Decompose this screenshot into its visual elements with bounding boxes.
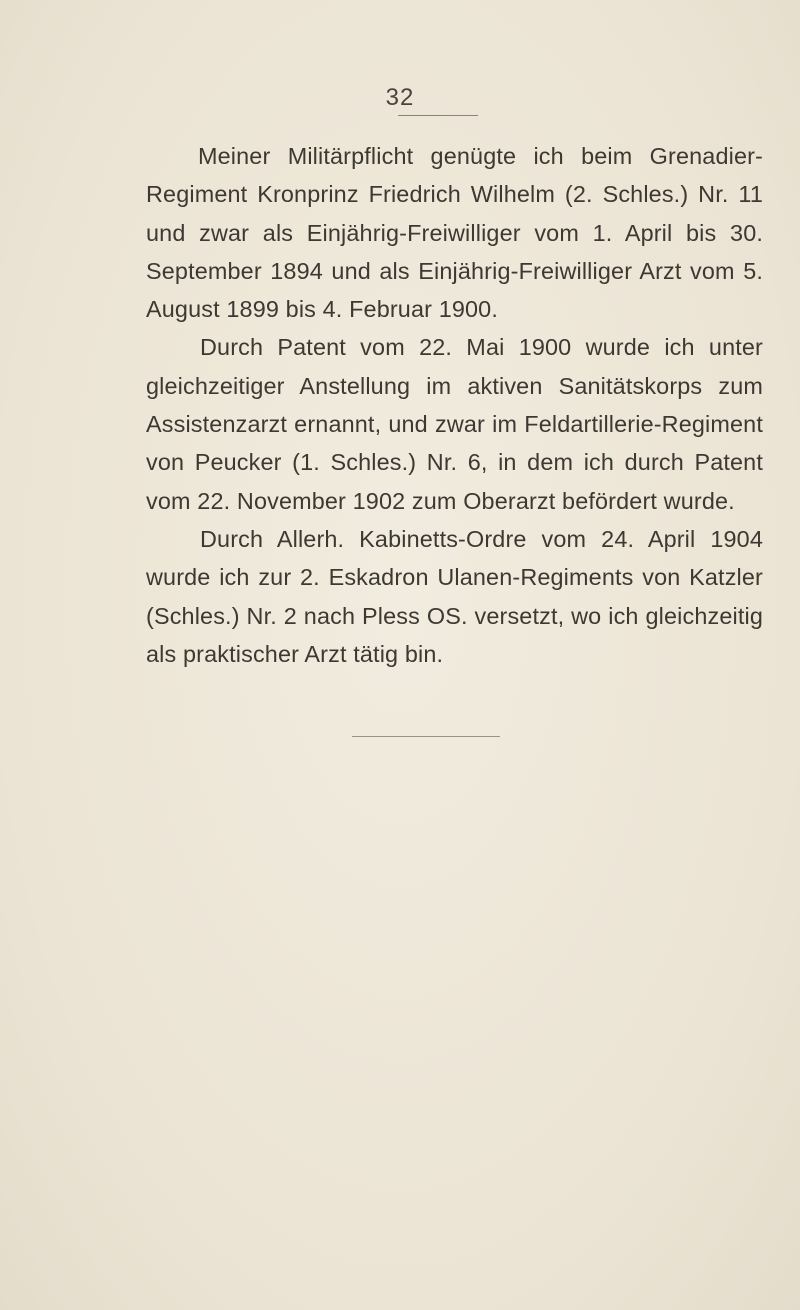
section-end-rule (352, 736, 500, 737)
paragraph-transfer: Durch Allerh. Kabinetts-Ordre vom 24. April 1904 wurde ich zur 2. Eskadron Ulanen-Regiments von Katzler (Schles.) Nr. 2 nach Pless OS. versetzt, wo ich gleichzeitig als praktischer Arzt tätig bin. (146, 525, 763, 667)
page-number-underline (398, 115, 478, 116)
paragraph-military-service: Meiner Militärpflicht genügte ich beim Grenadier-Regiment Kronprinz Friedrich Wilhelm (2. Schles.) Nr. 11 und zwar als Einjährig-Freiwilliger vom 1. April bis 30. September 1894 und als Einjährig-Freiwilliger Arzt vom 5. August 1899 bis 4. Februar 1900. (146, 143, 763, 323)
paragraph-assistant-physician: Durch Patent vom 22. Mai 1900 wurde ich unter gleichzeitiger Anstellung im aktiven Sanitätskorps zum Assistenzarzt ernannt, und zwar im Feldartillerie-Regiment von Peucker (1. Schles.) Nr. 6, in dem ich durch Patent vom 22. November 1902 zum Oberarzt befördert wurde. (146, 334, 763, 514)
page-number: 32 (385, 84, 415, 111)
body-text (146, 137, 763, 673)
